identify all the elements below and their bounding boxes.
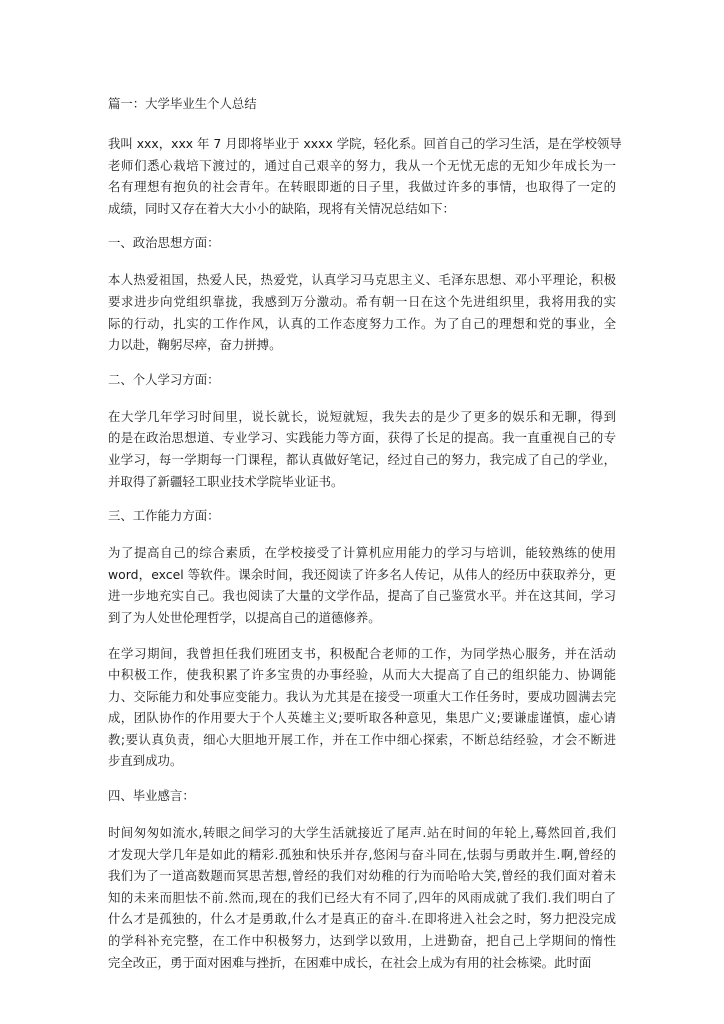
paragraph-line: 力、交际能力和处事应变能力。我认为尤其是在接受一项重大工作任务时，要成功圆满去完: [108, 688, 616, 704]
paragraph-line: 的学科补充完整，在工作中积极努力，达到学以致用，上进勤奋，把自己上学期间的惰性: [108, 933, 616, 949]
section-heading: 三、工作能力方面：: [108, 508, 220, 524]
paragraph: [108, 643, 616, 773]
paragraph: [108, 542, 616, 628]
paragraph-line: 要求进步向党组织靠拢，我感到万分激动。希有朝一日在这个先进组织里，我将用我的实: [108, 293, 616, 309]
section-heading: 一、政治思想方面：: [108, 235, 220, 251]
paragraph-line: 老师们悉心栽培下渡过的，通过自己艰辛的努力，我从一个无忧无虑的无知少年成长为一: [108, 157, 616, 173]
paragraph-line: 力以赴，鞠躬尽瘁，奋力拼搏。: [108, 337, 282, 353]
paragraph-line: 业学习，每一学期每一门课程，都认真做好笔记，经过自己的努力，我完成了自己的学业，: [108, 451, 616, 467]
paragraph-line: 本人热爱祖国，热爱人民，热爱党，认真学习马克思主义、毛泽东思想、邓小平理论，积极: [108, 272, 616, 288]
paragraph-line: 在学习期间，我曾担任我们班团支书，积极配合老师的工作，为同学热心服务，并在活动: [108, 645, 616, 661]
paragraph: [108, 406, 616, 492]
paragraph-line: 才发现大学几年是如此的精彩.孤独和快乐并存,悠闲与奋斗同在,怯弱与勇敢并生.啊,曾经的: [108, 846, 616, 862]
paragraph-line: word，excel 等软件。课余时间，我还阅读了许多名人传记，从伟人的经历中获取养分，更: [108, 566, 616, 582]
section-heading: 二、个人学习方面：: [108, 371, 220, 387]
paragraph-line: 我们为了一道高数题而冥思苦想,曾经的我们对幼稚的行为而哈哈大笑,曾经的我们面对着未: [108, 868, 616, 884]
paragraph-line: 进一步地充实自己。我也阅读了大量的文学作品，提高了自己鉴赏水平。并在这其间，学习: [108, 588, 616, 604]
paragraph-line: 步直到成功。: [108, 753, 183, 769]
paragraph-line: 教;要认真负责，细心大胆地开展工作，并在工作中细心探索，不断总结经验，才会不断进: [108, 731, 616, 747]
paragraph-line: 成绩，同时又存在着大大小小的缺陷，现将有关情况总结如下：: [108, 200, 455, 216]
paragraph-line: 我叫 xxx，xxx 年 7 月即将毕业于 xxxx 学院，轻化系。回首自己的学习生活，是在学校领导: [108, 136, 622, 151]
section-heading: 四、毕业感言：: [108, 788, 195, 804]
paragraph-line: 时间匆匆如流水,转眼之间学习的大学生活就接近了尾声.站在时间的年轮上,蓦然回首,我们: [108, 825, 616, 841]
paragraph-line: 完全改正，勇于面对困难与挫折，在困难中成长，在社会上成为有用的社会栋梁。此时面: [108, 954, 592, 970]
document-body: [108, 133, 622, 973]
paragraph-line: 名有理想有抱负的社会青年。在转眼即逝的日子里，我做过许多的事情，也取得了一定的: [108, 179, 616, 195]
paragraph-line: 并取得了新疆轻工职业技术学院毕业证书。: [108, 473, 344, 489]
paragraph-line: 的是在政治思想道、专业学习、实践能力等方面，获得了长足的提高。我一直重视自己的专: [108, 430, 616, 446]
paragraph: [108, 269, 616, 355]
paragraph-line: 在大学几年学习时间里，说长就长，说短就短，我失去的是少了更多的娱乐和无聊，得到: [108, 408, 616, 424]
document-title: 篇一：大学毕业生个人总结: [108, 96, 257, 111]
paragraph-line: 什么才是孤独的，什么才是勇敢,什么才是真正的奋斗.在即将进入社会之时，努力把没完成: [108, 911, 616, 927]
paragraph-line: 为了提高自己的综合素质，在学校接受了计算机应用能力的学习与培训，能较熟练的使用: [108, 545, 616, 561]
paragraph-line: 知的未来而胆怯不前.然而,现在的我们已经大有不同了,四年的风雨成就了我们.我们明白了: [108, 889, 616, 905]
paragraph: [108, 822, 616, 973]
paragraph-line: 中积极工作，使我积累了许多宝贵的办事经验，从而大大提高了自己的组织能力、协调能: [108, 667, 616, 683]
paragraph-line: 际的行动，扎实的工作作风，认真的工作态度努力工作。为了自己的理想和党的事业，全: [108, 315, 616, 331]
paragraph-line: 到了为人处世伦理哲学，以提高自己的道德修养。: [108, 609, 381, 625]
paragraph-line: 成，团队协作的作用要大于个人英雄主义;要听取各种意见，集思广义;要谦虚谨慎，虚心请: [108, 710, 616, 726]
paragraph: [108, 133, 622, 219]
